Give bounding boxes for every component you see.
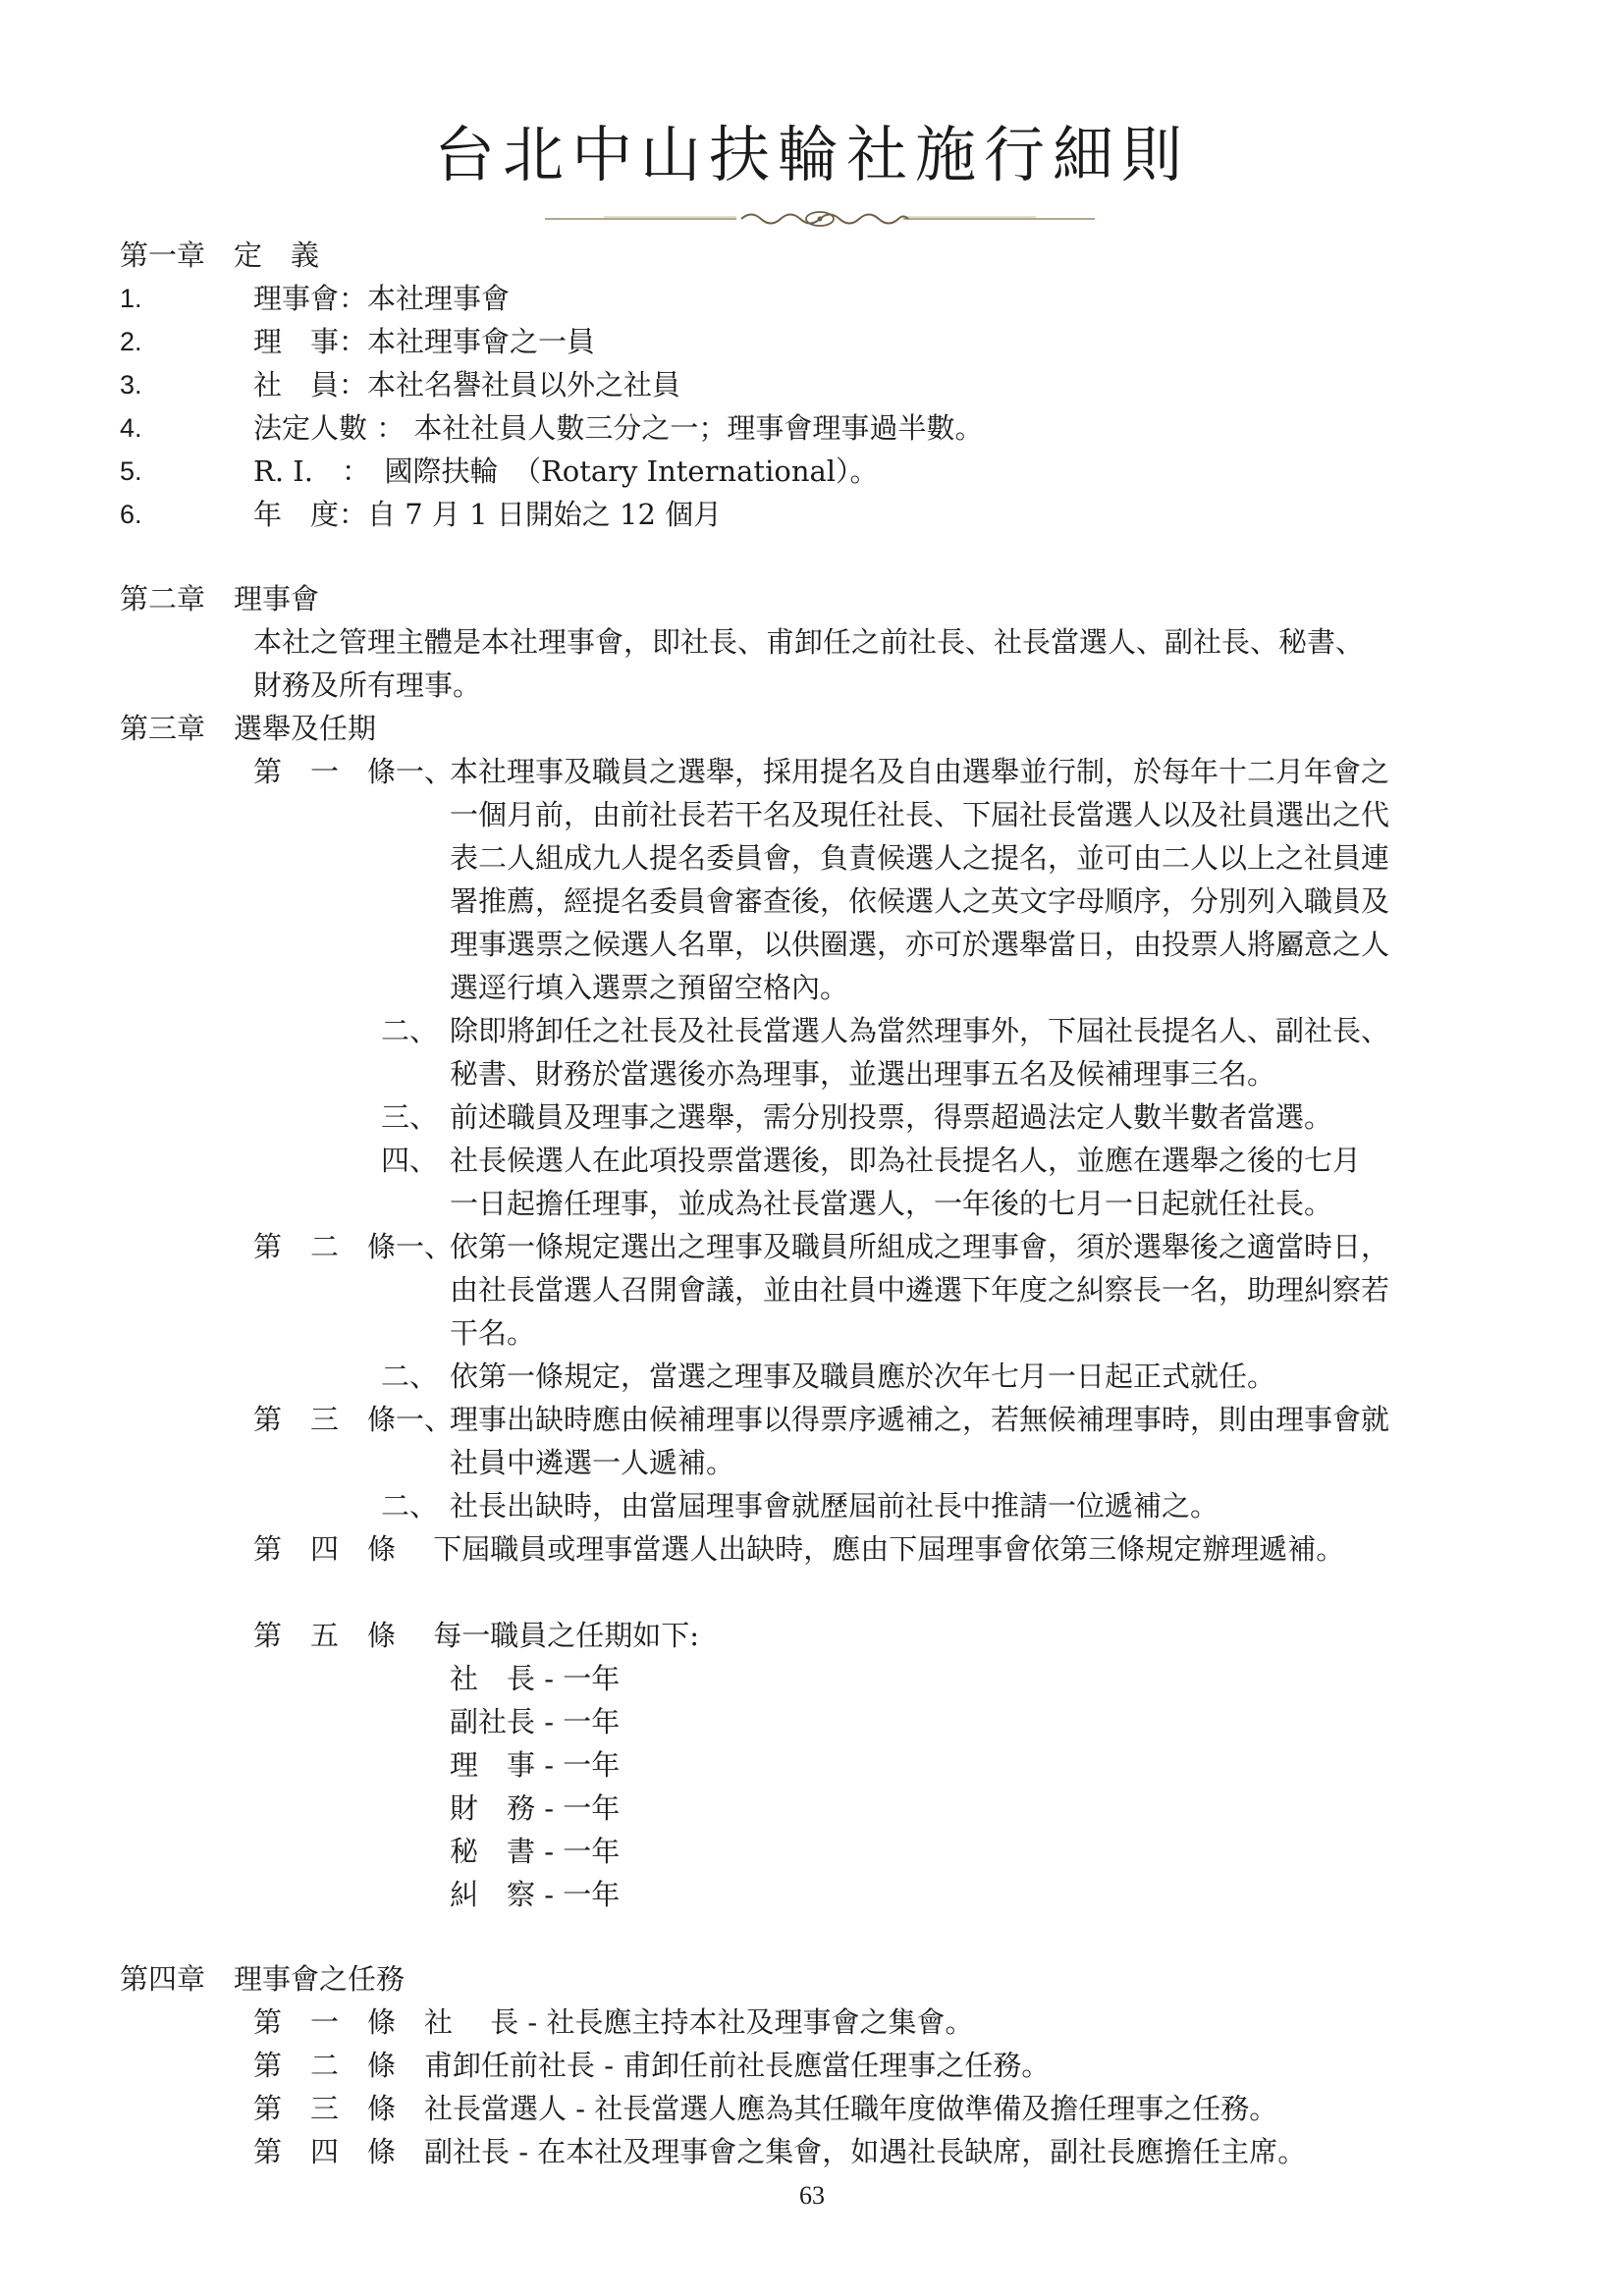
term-item: 財 務 - 一年 bbox=[450, 1791, 621, 1825]
clause-label: 三、 bbox=[381, 1100, 439, 1134]
clause-label: 四、 bbox=[381, 1144, 439, 1177]
definition-number: 1. bbox=[120, 284, 142, 313]
article-text: 前述職員及理事之選舉，需分別投票，得票超過法定人數半數者當選。 bbox=[450, 1100, 1333, 1134]
clause-label: 二、 bbox=[381, 1360, 439, 1393]
clause-label: 二、 bbox=[381, 1014, 439, 1047]
definition-text: 社 員：本社名譽社員以外之社員 bbox=[253, 368, 681, 401]
page-title: 台北中山扶輪社施行細則 bbox=[433, 119, 1190, 190]
duty-line: 第 四 條 副社長 - 在本社及理事會之集會，如遇社長缺席，副社長應擔任主席。 bbox=[253, 2135, 1307, 2168]
article-text: 一個月前，由前社長若干名及現任社長、下屆社長當選人以及社員選出之代 bbox=[450, 798, 1390, 831]
article-text: 本社理事及職員之選舉，採用提名及自由選舉並行制，於每年十二月年會之 bbox=[450, 755, 1390, 788]
chapter-1-heading: 第一章 定 義 bbox=[120, 239, 320, 272]
term-item: 社 長 - 一年 bbox=[450, 1662, 621, 1695]
definition-text: 法定人數 ： 本社社員人數三分之一；理事會理事過半數。 bbox=[253, 411, 984, 445]
article-text: 署推薦，經提名委員會審查後，依候選人之英文字母順序，分別列入職員及 bbox=[450, 884, 1390, 918]
paragraph-line: 財務及所有理事。 bbox=[253, 668, 482, 702]
term-item: 糾 察 - 一年 bbox=[450, 1878, 621, 1911]
article-5-line: 第 五 條 每一職員之任期如下: bbox=[253, 1619, 699, 1652]
article-text: 理事出缺時應由候補理事以得票序遞補之，若無候補理事時，則由理事會就 bbox=[450, 1403, 1390, 1436]
term-item: 副社長 - 一年 bbox=[450, 1705, 621, 1738]
article-text: 依第一條規定，當選之理事及職員應於次年七月一日起正式就任。 bbox=[450, 1360, 1276, 1393]
term-item: 理 事 - 一年 bbox=[450, 1748, 621, 1782]
article-text: 依第一條規定選出之理事及職員所組成之理事會，須於選舉後之適當時日， bbox=[450, 1230, 1390, 1263]
ornament-divider-icon bbox=[545, 204, 1095, 234]
definition-number: 6. bbox=[120, 500, 142, 529]
article-text: 一日起擔任理事，並成為社長當選人，一年後的七月一日起就任社長。 bbox=[450, 1187, 1333, 1220]
definition-number: 5. bbox=[120, 456, 142, 486]
chapter-2-heading: 第二章 理事會 bbox=[120, 582, 320, 615]
duty-line: 第 三 條 社長當選人 - 社長當選人應為其任職年度做準備及擔任理事之任務。 bbox=[253, 2092, 1278, 2125]
article-label: 第 三 條一、 bbox=[253, 1403, 454, 1436]
definition-text: R. I. ： 國際扶輪 （Rotary International）。 bbox=[253, 454, 879, 488]
article-label: 第 二 條一、 bbox=[253, 1230, 454, 1263]
page-number: 63 bbox=[799, 2181, 825, 2210]
definition-text: 理事會：本社理事會 bbox=[253, 282, 511, 315]
article-label: 第 一 條一、 bbox=[253, 755, 454, 788]
term-item: 秘 書 - 一年 bbox=[450, 1835, 621, 1868]
definition-text: 理 事：本社理事會之一員 bbox=[253, 325, 596, 358]
article-text: 除即將卸任之社長及社長當選人為當然理事外，下屆社長提名人、副社長、 bbox=[450, 1014, 1390, 1047]
definition-number: 2. bbox=[120, 327, 142, 356]
definition-number: 4. bbox=[120, 413, 142, 443]
article-text: 社長候選人在此項投票當選後，即為社長提名人，並應在選舉之後的七月 bbox=[450, 1144, 1362, 1177]
duty-line: 第 二 條 甫卸任前社長 - 甫卸任前社長應當任理事之任務。 bbox=[253, 2049, 1051, 2082]
article-text: 選逕行填入選票之預留空格內。 bbox=[450, 971, 849, 1004]
article-text: 由社長當選人召開會議，並由社員中遴選下年度之糾察長一名，助理糾察若 bbox=[450, 1273, 1390, 1307]
article-text: 社長出缺時，由當屆理事會就歷屆前社長中推請一位遞補之。 bbox=[450, 1489, 1219, 1522]
clause-label: 二、 bbox=[381, 1489, 439, 1522]
article-text: 表二人組成九人提名委員會，負責候選人之提名，並可由二人以上之社員連 bbox=[450, 841, 1390, 875]
article-text: 理事選票之候選人名單，以供圈選，亦可於選舉當日，由投票人將屬意之人 bbox=[450, 928, 1390, 961]
chapter-3-heading: 第三章 選舉及任期 bbox=[120, 712, 377, 745]
definition-number: 3. bbox=[120, 370, 142, 400]
article-text: 干名。 bbox=[450, 1316, 536, 1350]
chapter-4-heading: 第四章 理事會之任務 bbox=[120, 1962, 406, 1996]
article-4-line: 第 四 條 下屆職員或理事當選人出缺時，應由下屆理事會依第三條規定辦理遞補。 bbox=[253, 1532, 1345, 1566]
paragraph-line: 本社之管理主體是本社理事會，即社長、甫卸任之前社長、社長當選人、副社長、秘書、 bbox=[253, 625, 1365, 659]
article-text: 社員中遴選一人遞補。 bbox=[450, 1446, 735, 1479]
article-text: 秘書、財務於當選後亦為理事，並選出理事五名及候補理事三名。 bbox=[450, 1057, 1276, 1091]
duty-line: 第 一 條 社 長 - 社長應主持本社及理事會之集會。 bbox=[253, 2005, 974, 2039]
definition-text: 年 度：自 7 月 1 日開始之 12 個月 bbox=[253, 498, 723, 531]
